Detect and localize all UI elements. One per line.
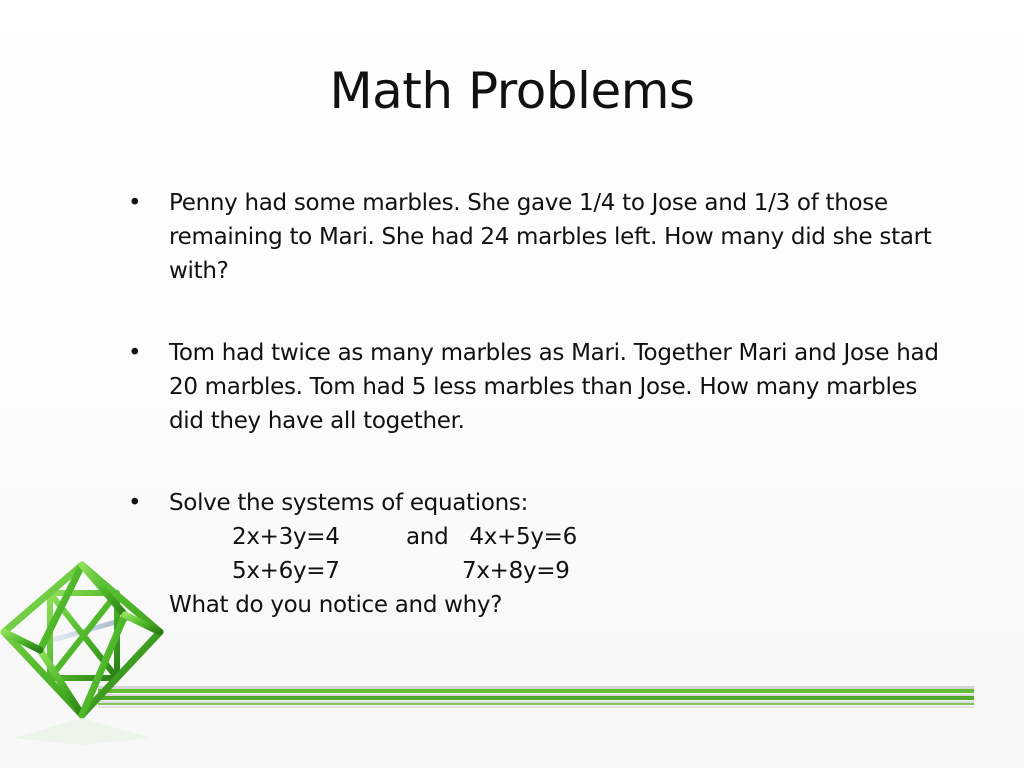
bullet-icon: • bbox=[128, 490, 142, 516]
system2-equation-1: 4x+5y=6 bbox=[469, 524, 577, 550]
footer-rule-gray-top bbox=[98, 686, 974, 689]
system1-equation-2: 5x+6y=7 bbox=[232, 558, 340, 584]
bullet-icon: • bbox=[128, 340, 142, 366]
problem-list bbox=[128, 186, 958, 622]
problem-text-1: Penny had some marbles. She gave 1/4 to Jose and 1/3 of those remaining to Mari. She had 24 marbles left. How many did she start with? bbox=[169, 190, 932, 284]
equations-connector: and bbox=[406, 524, 449, 550]
bullet-icon: • bbox=[128, 190, 142, 216]
problem-item-3 bbox=[128, 486, 958, 622]
system2-equation-2: 7x+8y=9 bbox=[462, 558, 570, 584]
footer-rule-green-1 bbox=[98, 689, 974, 693]
system1-equation-1: 2x+3y=4 bbox=[232, 524, 340, 550]
logo-reflection bbox=[14, 718, 150, 745]
octahedron-logo-icon bbox=[0, 560, 165, 745]
footer-rule-green-3 bbox=[98, 703, 974, 705]
equation-row-2 bbox=[169, 554, 958, 588]
problem-item-2 bbox=[128, 336, 958, 438]
problem-text-2: Tom had twice as many marbles as Mari. Together Mari and Jose had 20 marbles. Tom had 5 less marbles than Jose. How many marbles did they have all together. bbox=[169, 340, 939, 434]
equation-row-1 bbox=[169, 520, 958, 554]
equations-question: What do you notice and why? bbox=[169, 592, 503, 618]
slide-title: Math Problems bbox=[329, 62, 695, 120]
problem-item-1 bbox=[128, 186, 958, 288]
footer-rule-gray-mid bbox=[98, 694, 974, 696]
footer-rule-gray-bottom bbox=[98, 706, 974, 708]
footer-rule-lines bbox=[98, 686, 974, 710]
equations-intro: Solve the systems of equations: bbox=[169, 490, 529, 516]
footer-rule-green-2 bbox=[98, 696, 974, 700]
footer-rule-gray-low bbox=[98, 701, 974, 703]
